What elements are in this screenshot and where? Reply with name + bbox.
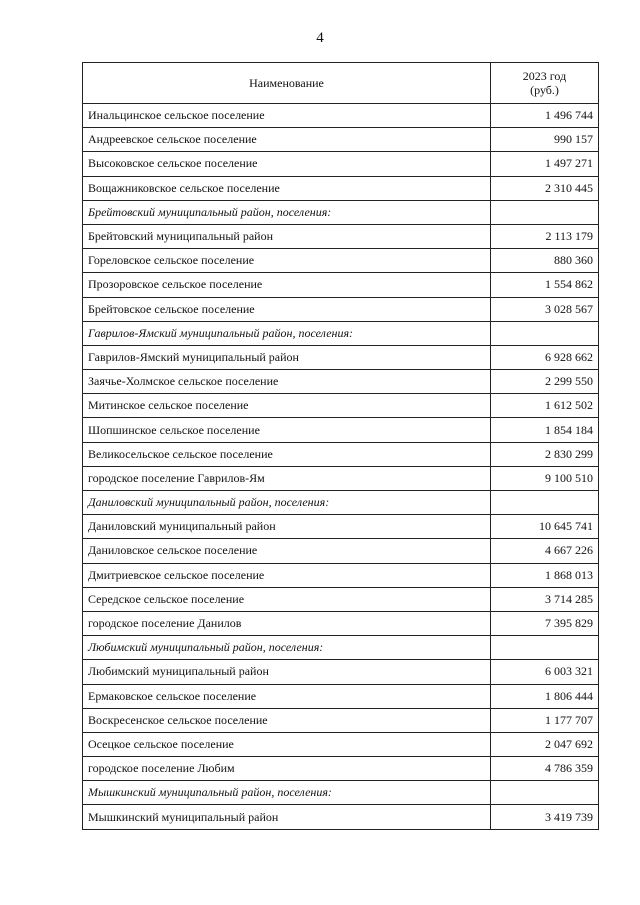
row-value: 2 299 550 xyxy=(491,370,599,394)
table-row xyxy=(83,732,599,756)
row-value xyxy=(491,781,599,805)
section-row xyxy=(83,491,599,515)
row-name: Заячье-Холмское сельское поселение xyxy=(83,370,491,394)
row-value: 1 177 707 xyxy=(491,708,599,732)
row-value: 3 419 739 xyxy=(491,805,599,829)
row-value xyxy=(491,321,599,345)
row-value xyxy=(491,636,599,660)
row-value: 10 645 741 xyxy=(491,515,599,539)
table-row xyxy=(83,249,599,273)
table-row xyxy=(83,152,599,176)
table-row xyxy=(83,128,599,152)
row-name: Даниловский муниципальный район xyxy=(83,515,491,539)
row-value: 9 100 510 xyxy=(491,466,599,490)
table-row xyxy=(83,563,599,587)
table-row xyxy=(83,273,599,297)
row-name: Андреевское сельское поселение xyxy=(83,128,491,152)
column-header-year xyxy=(491,63,599,104)
table-row xyxy=(83,297,599,321)
table-row xyxy=(83,684,599,708)
row-value: 3 028 567 xyxy=(491,297,599,321)
page-number: 4 xyxy=(316,30,324,46)
row-value: 880 360 xyxy=(491,249,599,273)
row-name: Дмитриевское сельское поселение xyxy=(83,563,491,587)
section-row xyxy=(83,321,599,345)
row-value xyxy=(491,200,599,224)
table-row xyxy=(83,539,599,563)
row-name: Даниловское сельское поселение xyxy=(83,539,491,563)
table-row xyxy=(83,805,599,829)
table-row xyxy=(83,370,599,394)
row-value: 1 612 502 xyxy=(491,394,599,418)
row-value: 4 786 359 xyxy=(491,757,599,781)
row-name: Митинское сельское поселение xyxy=(83,394,491,418)
row-value: 1 806 444 xyxy=(491,684,599,708)
table-row xyxy=(83,466,599,490)
table-row xyxy=(83,418,599,442)
row-value: 990 157 xyxy=(491,128,599,152)
row-value: 6 928 662 xyxy=(491,345,599,369)
table-row xyxy=(83,587,599,611)
column-header-year-unit: (руб.) xyxy=(530,83,559,97)
section-row xyxy=(83,200,599,224)
row-name: Брейтовское сельское поселение xyxy=(83,297,491,321)
row-name: Шопшинское сельское поселение xyxy=(83,418,491,442)
row-value: 7 395 829 xyxy=(491,611,599,635)
row-value: 2 310 445 xyxy=(491,176,599,200)
row-value: 2 830 299 xyxy=(491,442,599,466)
table-row xyxy=(83,660,599,684)
row-value: 1 496 744 xyxy=(491,104,599,128)
row-name: Вощажниковское сельское поселение xyxy=(83,176,491,200)
row-value: 4 667 226 xyxy=(491,539,599,563)
row-name: Любимский муниципальный район xyxy=(83,660,491,684)
row-name: Инальцинское сельское поселение xyxy=(83,104,491,128)
column-header-name: Наименование xyxy=(83,63,491,104)
row-value: 1 497 271 xyxy=(491,152,599,176)
row-name: Ермаковское сельское поселение xyxy=(83,684,491,708)
row-name: Гаврилов-Ямский муниципальный район xyxy=(83,345,491,369)
row-name: Середское сельское поселение xyxy=(83,587,491,611)
table-row xyxy=(83,345,599,369)
row-name: Осецкое сельское поселение xyxy=(83,732,491,756)
table-row xyxy=(83,611,599,635)
table-row xyxy=(83,442,599,466)
row-name: Гореловское сельское поселение xyxy=(83,249,491,273)
row-value: 3 714 285 xyxy=(491,587,599,611)
table-row xyxy=(83,104,599,128)
section-row xyxy=(83,636,599,660)
section-title: Мышкинский муниципальный район, поселения: xyxy=(83,781,491,805)
row-value: 6 003 321 xyxy=(491,660,599,684)
row-value: 1 554 862 xyxy=(491,273,599,297)
row-value: 2 047 692 xyxy=(491,732,599,756)
row-name: городское поселение Любим xyxy=(83,757,491,781)
row-name: Прозоровское сельское поселение xyxy=(83,273,491,297)
budget-table xyxy=(82,62,599,830)
row-name: Брейтовский муниципальный район xyxy=(83,224,491,248)
row-name: Мышкинский муниципальный район xyxy=(83,805,491,829)
row-name: городское поселение Данилов xyxy=(83,611,491,635)
row-value: 1 854 184 xyxy=(491,418,599,442)
section-title: Даниловский муниципальный район, поселения: xyxy=(83,491,491,515)
section-title: Брейтовский муниципальный район, поселения: xyxy=(83,200,491,224)
row-name: Высоковское сельское поселение xyxy=(83,152,491,176)
table-row xyxy=(83,757,599,781)
row-value xyxy=(491,491,599,515)
table-row xyxy=(83,515,599,539)
table-row xyxy=(83,224,599,248)
row-value: 2 113 179 xyxy=(491,224,599,248)
row-name: Великосельское сельское поселение xyxy=(83,442,491,466)
row-name: городское поселение Гаврилов-Ям xyxy=(83,466,491,490)
section-title: Любимский муниципальный район, поселения: xyxy=(83,636,491,660)
section-title: Гаврилов-Ямский муниципальный район, поселения: xyxy=(83,321,491,345)
section-row xyxy=(83,781,599,805)
row-value: 1 868 013 xyxy=(491,563,599,587)
table-row xyxy=(83,708,599,732)
table-row xyxy=(83,394,599,418)
table-row xyxy=(83,176,599,200)
column-header-year-label: 2023 год xyxy=(522,69,567,83)
row-name: Воскресенское сельское поселение xyxy=(83,708,491,732)
table-header-row xyxy=(83,63,599,104)
